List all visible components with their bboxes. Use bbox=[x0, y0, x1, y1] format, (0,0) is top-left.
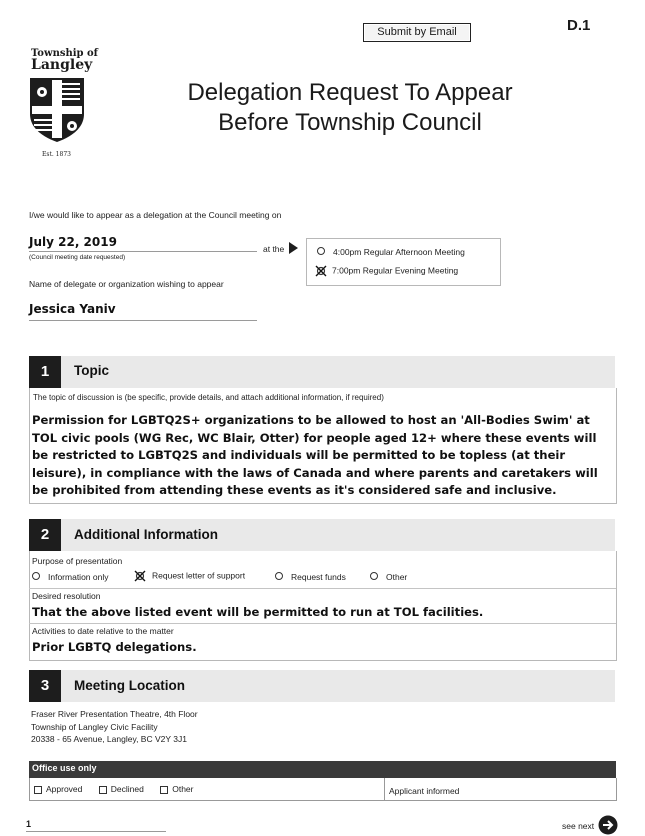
activities-label: Activities to date relative to the matter bbox=[32, 626, 174, 636]
arrow-right-icon bbox=[289, 242, 298, 254]
office-other-checkbox[interactable] bbox=[160, 786, 168, 794]
afternoon-label: 4:00pm Regular Afternoon Meeting bbox=[333, 247, 465, 257]
topic-text-line: TOL civic pools (WG Rec, WC Blair, Otter) for people aged 12+ where these events will bbox=[32, 430, 597, 445]
logo-line1: Township of bbox=[31, 48, 98, 59]
submit-by-email-button[interactable]: Submit by Email bbox=[363, 23, 471, 42]
meeting-time-options bbox=[306, 238, 501, 286]
activities-field[interactable]: Prior LGBTQ delegations. bbox=[32, 640, 197, 654]
office-use-title: Office use only bbox=[32, 763, 97, 773]
other-radio[interactable] bbox=[370, 572, 378, 580]
location-section-title: Meeting Location bbox=[74, 678, 185, 693]
location-section-number: 3 bbox=[29, 670, 61, 702]
meeting-option-afternoon[interactable] bbox=[317, 247, 465, 257]
other-label: Other bbox=[386, 572, 408, 582]
office-option-other[interactable] bbox=[160, 784, 193, 794]
page-title bbox=[150, 78, 550, 138]
purpose-option-letter[interactable] bbox=[134, 570, 245, 582]
topic-section-title: Topic bbox=[74, 363, 109, 378]
topic-instruction: The topic of discussion is (be specific, provide details, and attach additional information, if required) bbox=[33, 393, 384, 402]
purpose-option-funds[interactable] bbox=[275, 572, 346, 582]
delegate-name-field[interactable]: Jessica Yaniv bbox=[29, 302, 116, 316]
office-divider bbox=[384, 778, 385, 801]
logo-line2: Langley bbox=[31, 57, 93, 73]
information-label: Information only bbox=[48, 572, 109, 582]
topic-text[interactable] bbox=[32, 412, 598, 500]
township-logo bbox=[28, 48, 98, 168]
at-the-label: at the bbox=[263, 244, 285, 254]
information-radio[interactable] bbox=[32, 572, 40, 580]
checked-x-icon[interactable] bbox=[134, 570, 146, 582]
see-next-label: see next bbox=[562, 821, 595, 831]
office-options bbox=[34, 784, 193, 794]
office-option-approved[interactable] bbox=[34, 784, 82, 794]
page-number: 1 bbox=[26, 819, 32, 829]
checked-x-icon[interactable] bbox=[315, 265, 327, 277]
topic-text-line: Permission for LGBTQ2S+ organizations to be allowed to host an 'All-Bodies Swim' at bbox=[32, 413, 590, 427]
meeting-date-field[interactable]: July 22, 2019 bbox=[29, 235, 117, 249]
topic-section-header bbox=[29, 356, 615, 388]
meeting-option-evening[interactable] bbox=[315, 265, 458, 277]
title-line1: Delegation Request To Appear bbox=[187, 79, 513, 106]
intro-statement: I/we would like to appear as a delegation at the Council meeting on bbox=[29, 210, 282, 220]
topic-text-line: be prohibited from attending these events as it's considered safe and inclusive. bbox=[32, 483, 557, 497]
purpose-label: Purpose of presentation bbox=[32, 556, 123, 566]
topic-text-line: be restricted to LGBTQ2S and individuals will be permitted to be topless (at their bbox=[32, 448, 566, 462]
afternoon-radio[interactable] bbox=[317, 247, 325, 255]
purpose-option-information[interactable] bbox=[32, 572, 108, 582]
location-line2: Township of Langley Civic Facility bbox=[31, 721, 158, 732]
funds-radio[interactable] bbox=[275, 572, 283, 580]
additional-section-title: Additional Information bbox=[74, 527, 218, 542]
office-option-declined[interactable] bbox=[99, 784, 144, 794]
form-code: D.1 bbox=[567, 17, 591, 34]
title-line2: Before Township Council bbox=[218, 109, 482, 136]
office-use-bar bbox=[29, 761, 616, 778]
additional-section-number: 2 bbox=[29, 519, 61, 551]
location-line1: Fraser River Presentation Theatre, 4th Floor bbox=[31, 709, 198, 719]
topic-text-line: leisure), in compliance with the laws of Canada and where parents and caretakers will bbox=[32, 465, 598, 480]
location-address bbox=[31, 708, 198, 746]
location-line3: 20338 - 65 Avenue, Langley, BC V2Y 3J1 bbox=[31, 734, 187, 744]
applicant-informed-label: Applicant informed bbox=[389, 786, 460, 796]
declined-checkbox[interactable] bbox=[99, 786, 107, 794]
date-caption: (Council meeting date requested) bbox=[29, 254, 126, 261]
next-arrow-icon[interactable] bbox=[598, 815, 618, 835]
logo-established: Est. 1873 bbox=[42, 151, 71, 158]
office-other-label: Other bbox=[172, 784, 194, 794]
letter-label: Request letter of support bbox=[152, 570, 246, 581]
approved-label: Approved bbox=[46, 784, 83, 794]
resolution-field[interactable]: That the above listed event will be permitted to run at TOL facilities. bbox=[32, 605, 484, 619]
name-label: Name of delegate or organization wishing to appear bbox=[29, 279, 224, 289]
declined-label: Declined bbox=[110, 784, 144, 794]
evening-label: 7:00pm Regular Evening Meeting bbox=[332, 265, 459, 276]
crest-icon bbox=[28, 76, 86, 144]
funds-label: Request funds bbox=[291, 572, 346, 582]
approved-checkbox[interactable] bbox=[34, 786, 42, 794]
resolution-label: Desired resolution bbox=[32, 591, 101, 601]
topic-section-number: 1 bbox=[29, 356, 61, 388]
purpose-option-other[interactable] bbox=[370, 572, 407, 582]
